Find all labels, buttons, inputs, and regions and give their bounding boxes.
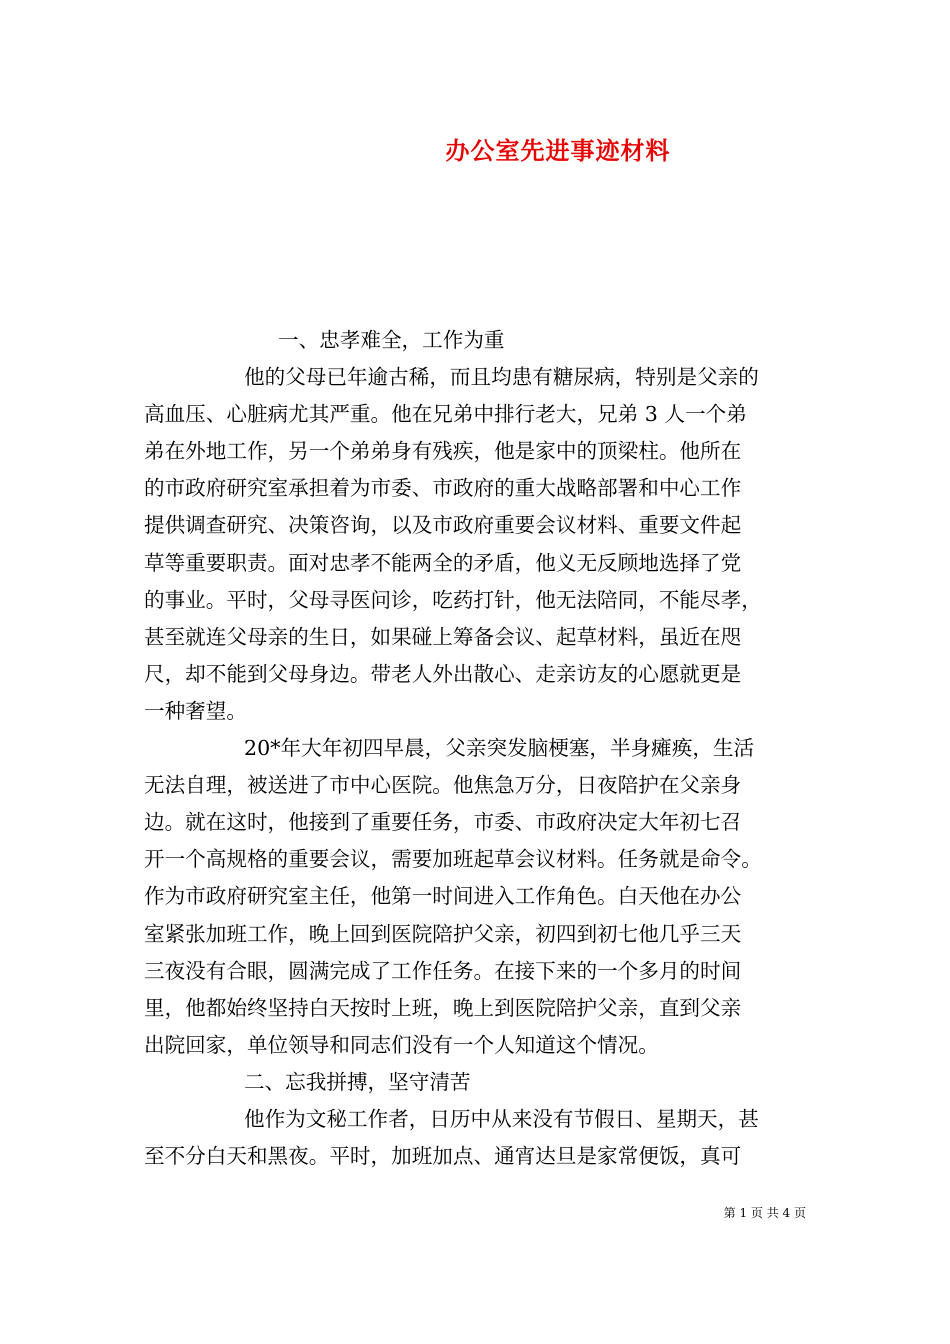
body-line: 他的父母已年逾古稀，而且均患有糖尿病，特别是父亲的: [244, 365, 759, 390]
body-line: 无法自理，被送进了市中心医院。他焦急万分，日夜陪护在父亲身: [144, 773, 742, 798]
body-line: 边。就在这时，他接到了重要任务，市委、市政府决定大年初七召: [144, 810, 742, 835]
body-line: 作为市政府研究室主任，他第一时间进入工作角色。白天他在办公: [144, 884, 742, 909]
body-line: 尺，却不能到父母身边。带老人外出散心、走亲访友的心愿就更是: [144, 661, 742, 686]
body-line: 开一个高规格的重要会议，需要加班起草会议材料。任务就是命令。: [144, 847, 762, 872]
body-line: 一、忠孝难全，工作为重: [278, 328, 505, 352]
document-body: [144, 322, 806, 1175]
body-line: 的事业。平时，父母寻医问诊，吃药打针，他无法陪同，不能尽孝，: [144, 587, 762, 612]
body-line: 甚至就连父母亲的生日，如果碰上筹备会议、起草材料，虽近在咫: [144, 624, 742, 649]
body-line: 三夜没有合眼，圆满完成了工作任务。在接下来的一个多月的时间: [144, 958, 742, 983]
body-line: 他作为文秘工作者，日历中从来没有节假日、星期天，甚: [244, 1106, 759, 1131]
body-line: 弟在外地工作，另一个弟弟身有残疾，他是家中的顶梁柱。他所在: [144, 439, 742, 464]
body-line: 二、忘我拼搏，坚守清苦: [244, 1069, 471, 1094]
body-line: 至不分白天和黑夜。平时，加班加点、通宵达旦是家常便饭，真可: [144, 1144, 742, 1169]
body-line: 草等重要职责。面对忠孝不能两全的矛盾，他义无反顾地选择了党: [144, 550, 742, 575]
body-line: 提供调查研究、决策咨询，以及市政府重要会议材料、重要文件起: [144, 513, 742, 538]
body-line: 出院回家，单位领导和同志们没有一个人知道这个情况。: [144, 1032, 659, 1057]
body-line: 一种奢望。: [144, 698, 247, 723]
body-line: 的市政府研究室承担着为市委、市政府的重大战略部署和中心工作: [144, 476, 742, 501]
body-line: 室紧张加班工作，晚上回到医院陪护父亲，初四到初七他几乎三天: [144, 921, 742, 946]
document-title: 办公室先进事迹材料: [445, 136, 671, 165]
body-line: 里，他都始终坚持白天按时上班，晚上到医院陪护父亲，直到父亲: [144, 995, 742, 1020]
body-line: 高血压、心脏病尤其严重。他在兄弟中排行老大，兄弟 3 人一个弟: [144, 402, 747, 427]
page-footer: 第 1 页 共 4 页: [723, 1206, 806, 1220]
body-line: 20*年大年初四早晨，父亲突发脑梗塞，半身瘫痪，生活: [244, 736, 755, 761]
